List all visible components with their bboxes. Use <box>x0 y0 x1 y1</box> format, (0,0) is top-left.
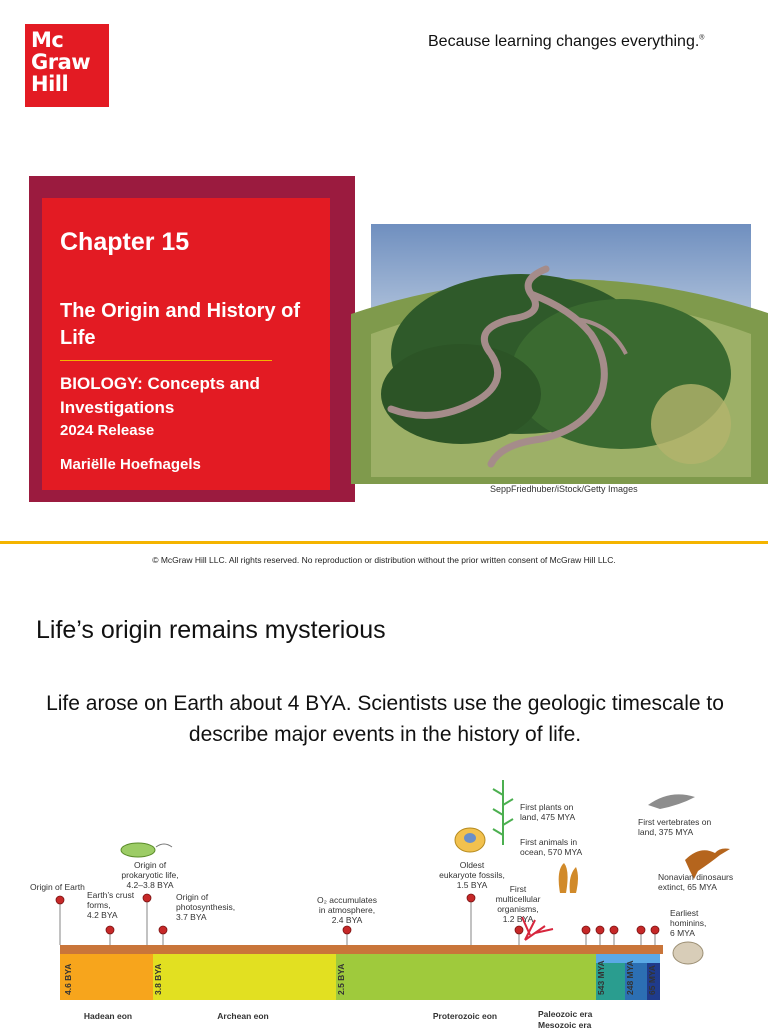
event-label-line: eukaryote fossils, <box>439 870 505 880</box>
event-pin <box>56 896 64 904</box>
mcgraw-hill-logo <box>25 24 109 107</box>
geologic-timeline <box>30 775 738 1029</box>
tagline <box>428 33 704 51</box>
event-label-line: 4.2 BYA <box>87 910 118 920</box>
river-aerial-illustration <box>371 224 751 477</box>
event-label-line: hominins, <box>670 918 707 928</box>
event-pin <box>343 926 351 934</box>
slide-title: Life’s origin remains mysterious <box>36 616 386 644</box>
logo-line-3: Hill <box>31 72 69 96</box>
slide-divider <box>0 541 768 544</box>
event-label-line: forms, <box>87 900 111 910</box>
event-label-crust <box>87 890 135 920</box>
boundary-label: 248 MYA <box>625 960 635 995</box>
event-label-line: multicellular <box>495 894 541 904</box>
event-label-line: 2.4 BYA <box>331 915 363 925</box>
event-pin <box>143 894 151 902</box>
event-label-hominins <box>670 908 706 938</box>
slide-body-text: Life arose on Earth about 4 BYA. Scientists use the geologic timescale to describe major events in the history of life. <box>46 692 724 746</box>
event-label-line: 3.7 BYA <box>176 912 207 922</box>
logo-line-1: Mc <box>31 28 64 52</box>
title-rule <box>60 360 272 361</box>
event-pin <box>637 926 645 934</box>
eon-band-archean <box>153 954 336 1000</box>
tagline-text: Because learning changes everything. <box>428 33 700 50</box>
tetrapod-icon <box>648 794 695 809</box>
event-label-line: First vertebrates on <box>638 817 712 827</box>
event-label-line: 1.5 BYA <box>456 880 488 890</box>
fungus-icon <box>559 863 578 893</box>
eon-bands <box>60 954 660 1000</box>
event-label-origin-earth <box>30 882 85 892</box>
event-pin <box>515 926 523 934</box>
era-label: Paleozoic era <box>538 1009 593 1019</box>
event-pin <box>582 926 590 934</box>
river-aerial-photo <box>371 224 751 477</box>
event-label-line: Nonavian dinosaurs <box>658 872 734 882</box>
event-label-line: extinct, 65 MYA <box>658 882 717 892</box>
eon-label: Proterozoic eon <box>432 1011 498 1021</box>
eukaryote-cell-icon <box>455 828 485 852</box>
logo-line-2: Graw <box>31 50 91 74</box>
event-label-line: photosynthesis, <box>176 902 236 912</box>
boundary-label: 543 MYA <box>596 960 606 995</box>
event-label-line: Origin of <box>133 860 167 870</box>
event-label-photosynthesis <box>176 892 235 922</box>
eon-label: Hadean eon <box>83 1011 133 1021</box>
timeline-figure <box>30 775 738 1029</box>
photo-credit: SeppFriedhuber/iStock/Getty Images <box>490 484 638 494</box>
event-pin <box>651 926 659 934</box>
era-label: Mesozoic era <box>538 1020 592 1029</box>
copyright-notice: © McGraw Hill LLC. All rights reserved. No reproduction or distribution without the prior written consent of McGraw Hill LLC. <box>152 555 616 565</box>
event-label-line: 1.2 BYA <box>502 914 534 924</box>
author-name: Mariëlle Hoefnagels <box>60 456 201 473</box>
event-label-line: 4.2–3.8 BYA <box>126 880 174 890</box>
timeline-bar <box>60 945 663 954</box>
event-pin <box>467 894 475 902</box>
eon-label: Archean eon <box>217 1011 269 1021</box>
chapter-subtitle: The Origin and History of Life <box>60 300 301 349</box>
event-label-o2 <box>317 895 377 925</box>
event-label-line: First <box>509 884 527 894</box>
registered-mark: ® <box>699 34 705 42</box>
event-label-line: 6 MYA <box>670 928 695 938</box>
boundary-label: 2.5 BYA <box>336 963 346 995</box>
plant-icon <box>493 780 513 845</box>
event-label-multicellular <box>496 884 541 924</box>
release-label: 2024 Release <box>60 422 155 439</box>
event-labels <box>30 802 733 938</box>
event-label-line: O₂ accumulates <box>317 895 377 905</box>
bacteria-icon <box>121 843 172 857</box>
event-label-vertebrates <box>638 817 711 837</box>
event-label-line: prokaryotic life, <box>121 870 179 880</box>
boundary-label: 4.6 BYA <box>63 963 73 995</box>
hominin-skull-icon <box>673 942 703 964</box>
event-label-plants <box>520 802 575 822</box>
event-label-line: Earliest <box>670 908 699 918</box>
event-label-line: in atmosphere, <box>318 905 376 915</box>
boundary-label: 3.8 BYA <box>153 963 163 995</box>
boundary-label: 65 MYA <box>647 965 657 995</box>
event-label-line: ocean, 570 MYA <box>520 847 583 857</box>
event-label-line: First animals in <box>520 837 578 847</box>
event-pin <box>159 926 167 934</box>
event-label-line: Origin of Earth <box>30 882 85 892</box>
event-label-dinosaurs <box>658 872 733 892</box>
event-pin <box>106 926 114 934</box>
event-label-line: Origin of <box>176 892 209 902</box>
eon-band-hadean <box>60 954 153 1000</box>
event-label-line: Earth’s crust <box>87 890 135 900</box>
event-label-prokaryotic <box>121 860 178 890</box>
event-label-eukaryote <box>439 860 505 890</box>
event-pin <box>610 926 618 934</box>
event-label-line: Oldest <box>459 860 485 870</box>
event-pin <box>596 926 604 934</box>
eon-labels <box>84 1009 593 1029</box>
event-label-line: land, 375 MYA <box>638 827 694 837</box>
book-title: BIOLOGY: Concepts and Investigations <box>60 374 260 417</box>
event-label-line: land, 475 MYA <box>520 812 576 822</box>
event-label-line: First plants on <box>520 802 574 812</box>
event-label-line: organisms, <box>497 904 539 914</box>
eon-band-proterozoic <box>336 954 596 1000</box>
event-label-animals <box>520 837 583 857</box>
chapter-heading: Chapter 15 <box>60 228 190 256</box>
